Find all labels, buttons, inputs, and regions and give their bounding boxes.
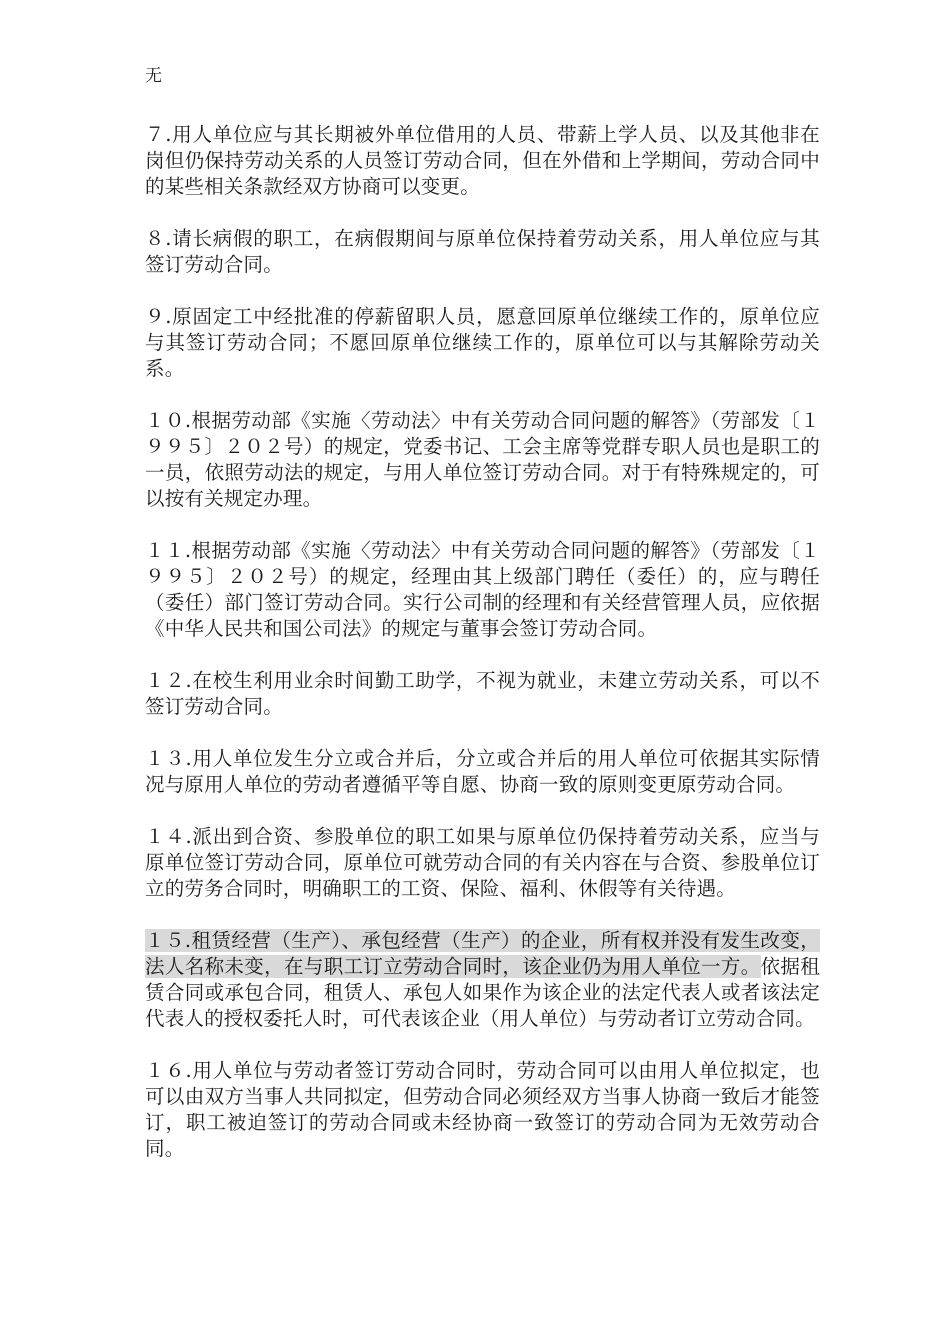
paragraph-9: ９.原固定工中经批准的停薪留职人员，愿意回原单位继续工作的，原单位应与其签订劳动合同；不愿回原单位继续工作的，原单位可以与其解除劳动关系。: [145, 305, 820, 380]
paragraph-13: １３.用人单位发生分立或合并后，分立或合并后的用人单位可依据其实际情况与原用人单位的劳动者遵循平等自愿、协商一致的原则变更原劳动合同。: [145, 747, 820, 796]
highlighted-text: １５.租赁经营（生产）、承包经营（生产）的企业，所有权并没有发生改变，法人名称未变，在与职工订立劳动合同时，该企业仍为用人单位一方。: [145, 929, 820, 978]
paragraph-8: ８.请长病假的职工，在病假期间与原单位保持着劳动关系，用人单位应与其签订劳动合同。: [145, 227, 820, 276]
header-mark: 无: [145, 66, 162, 86]
paragraph-15: [145, 928, 820, 1032]
paragraph-7: ７.用人单位应与其长期被外单位借用的人员、带薪上学人员、以及其他非在岗但仍保持劳动关系的人员签订劳动合同，但在外借和上学期间，劳动合同中的某些相关条款经双方协商可以变更。: [145, 123, 820, 198]
paragraph-15-rest: 依据租赁合同或承包合同，租赁人、承包人如果作为该企业的法定代表人或者该法定代表人的授权委托人时，可代表该企业（用人单位）与劳动者订立劳动合同。: [145, 955, 820, 1030]
document-body: [145, 122, 820, 1188]
paragraph-12: １２.在校生利用业余时间勤工助学，不视为就业，未建立劳动关系，可以不签订劳动合同。: [145, 669, 820, 718]
paragraph-10: １０.根据劳动部《实施〈劳动法〉中有关劳动合同问题的解答》（劳部发〔１９９５〕２０２号）的规定，党委书记、工会主席等党群专职人员也是职工的一员，依照劳动法的规定，与用人单位签订劳动合同。对于有特殊规定的，可以按有关规定办理。: [145, 409, 820, 510]
paragraph-11: １１.根据劳动部《实施〈劳动法〉中有关劳动合同问题的解答》（劳部发〔１９９５〕２０２号）的规定，经理由其上级部门聘任（委任）的，应与聘任（委任）部门签订劳动合同。实行公司制的经理和有关经营管理人员，应依据《中华人民共和国公司法》的规定与董事会签订劳动合同。: [145, 539, 820, 640]
paragraph-16: １６.用人单位与劳动者签订劳动合同时，劳动合同可以由用人单位拟定，也可以由双方当事人共同拟定，但劳动合同必须经双方当事人协商一致后才能签订，职工被迫签订的劳动合同或未经协商一致签订的劳动合同为无效劳动合同。: [145, 1059, 820, 1160]
paragraph-14: １４.派出到合资、参股单位的职工如果与原单位仍保持着劳动关系，应当与原单位签订劳动合同，原单位可就劳动合同的有关内容在与合资、参股单位订立的劳务合同时，明确职工的工资、保险、福利、休假等有关待遇。: [145, 825, 820, 900]
